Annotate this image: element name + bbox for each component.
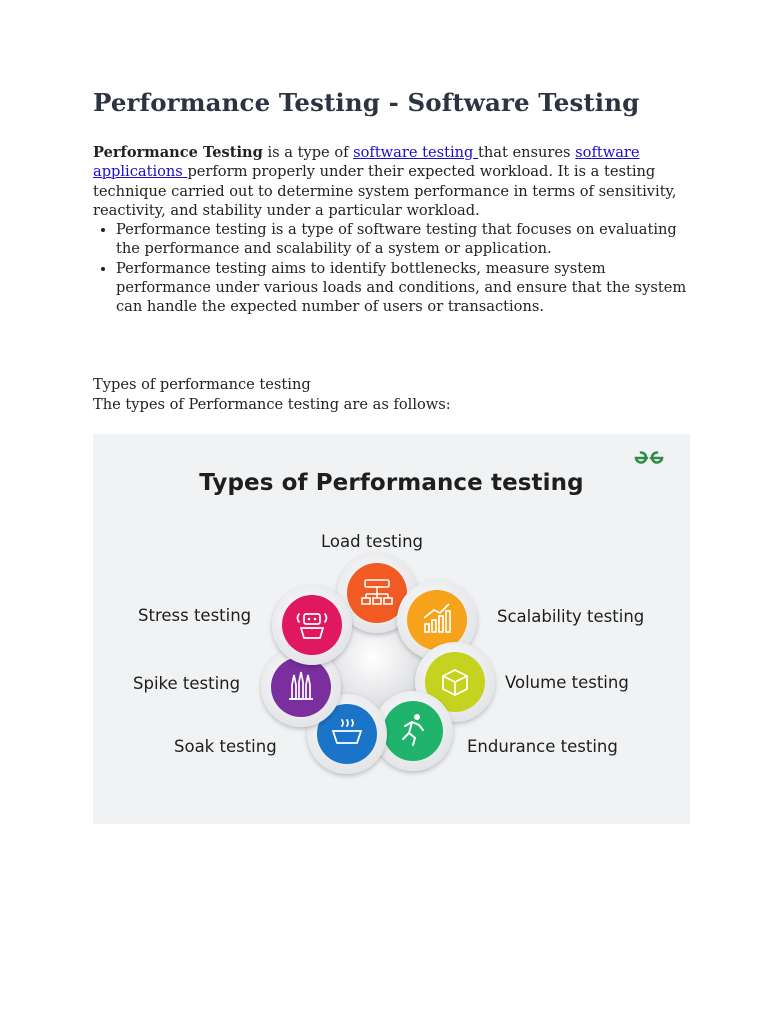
types-section [93, 375, 451, 414]
types-diagram [93, 434, 690, 824]
types-heading: Types of performance testing [93, 376, 311, 393]
page-title: Performance Testing - Software Testing [93, 88, 640, 117]
intro-text-1: is a type of [262, 144, 354, 161]
intro-term: Performance Testing [93, 144, 263, 161]
label-soak-testing: Soak testing [174, 737, 277, 756]
software-testing-link[interactable]: software testing [353, 144, 479, 161]
stress-testing-node [272, 585, 352, 665]
label-volume-testing: Volume testing [505, 673, 629, 692]
article [93, 86, 693, 317]
intro-paragraph [93, 143, 693, 220]
types-intro: The types of Performance testing are as follows: [93, 395, 451, 413]
label-scalability-testing: Scalability testing [497, 607, 645, 626]
label-load-testing: Load testing [321, 532, 424, 551]
label-stress-testing: Stress testing [138, 606, 252, 625]
bullet-list [93, 220, 693, 316]
list-item: • Performance testing is a type of software testing that focuses on evaluating the performance and scalability of a system or application. [116, 220, 693, 259]
intro-text-2: that ensures [478, 144, 576, 161]
list-item: • Performance testing aims to identify bottlenecks, measure system performance under various loads and conditions, and ensure that the system can handle the expected number of users or transactions. [116, 259, 693, 317]
label-spike-testing: Spike testing [133, 674, 241, 693]
infographic-title: Types of Performance testing [199, 470, 584, 496]
label-endurance-testing: Endurance testing [467, 737, 618, 756]
intro-text-3: perform properly under their expected workload. It is a testing technique carried out to determine system performance in terms of sensitivity, reactivity, and stability under a particular workload. [93, 163, 677, 219]
types-infographic [93, 434, 690, 824]
software-applications-link[interactable]: software applications [93, 144, 640, 181]
